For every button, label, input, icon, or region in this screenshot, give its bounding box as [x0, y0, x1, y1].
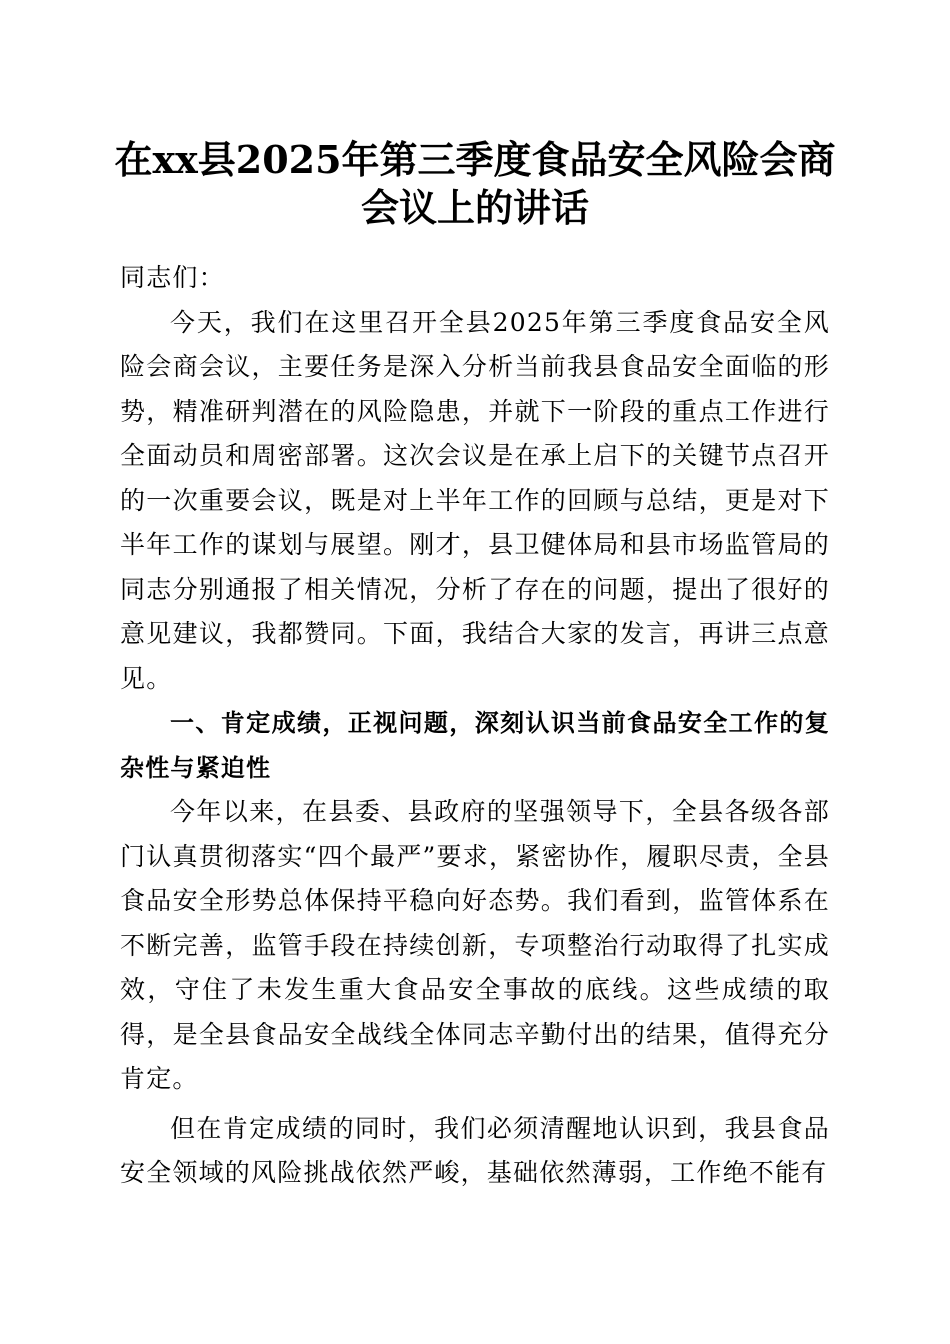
document-body: [120, 256, 830, 1196]
paragraph-intro: 今天，我们在这里召开全县2025年第三季度食品安全风险会商会议，主要任务是深入分析当前我县食品安全面临的形势，精准研判潜在的风险隐患，并就下一阶段的重点工作进行全面动员和周密部署。这次会议是在承上启下的关键节点召开的一次重要会议，既是对上半年工作的回顾与总结，更是对下半年工作的谋划与展望。刚才，县卫健体局和县市场监管局的同志分别通报了相关情况，分析了存在的问题，提出了很好的意见建议，我都赞同。下面，我结合大家的发言，再讲三点意见。: [120, 307, 830, 693]
paragraph-challenges: 但在肯定成绩的同时，我们必须清醒地认识到，我县食品安全领域的风险挑战依然严峻，基础依然薄弱，工作绝不能有: [120, 1113, 830, 1187]
section-heading-1: 一、肯定成绩，正视问题，深刻认识当前食品安全工作的复杂性与紧迫性: [120, 709, 830, 782]
paragraph-achievements: 今年以来，在县委、县政府的坚强领导下，全县各级各部门认真贯彻落实“四个最严”要求，紧密协作，履职尽责，全县食品安全形势总体保持平稳向好态势。我们看到，监管体系在不断完善，监管手段在持续创新，专项整治行动取得了扎实成效，守住了未发生重大食品安全事故的底线。这些成绩的取得，是全县食品安全战线全体同志辛勤付出的结果，值得充分肯定。: [120, 797, 830, 1093]
salutation: 同志们：: [120, 263, 225, 292]
document-title: 在xx县2025年第三季度食品安全风险会商会议上的讲话: [114, 137, 836, 230]
